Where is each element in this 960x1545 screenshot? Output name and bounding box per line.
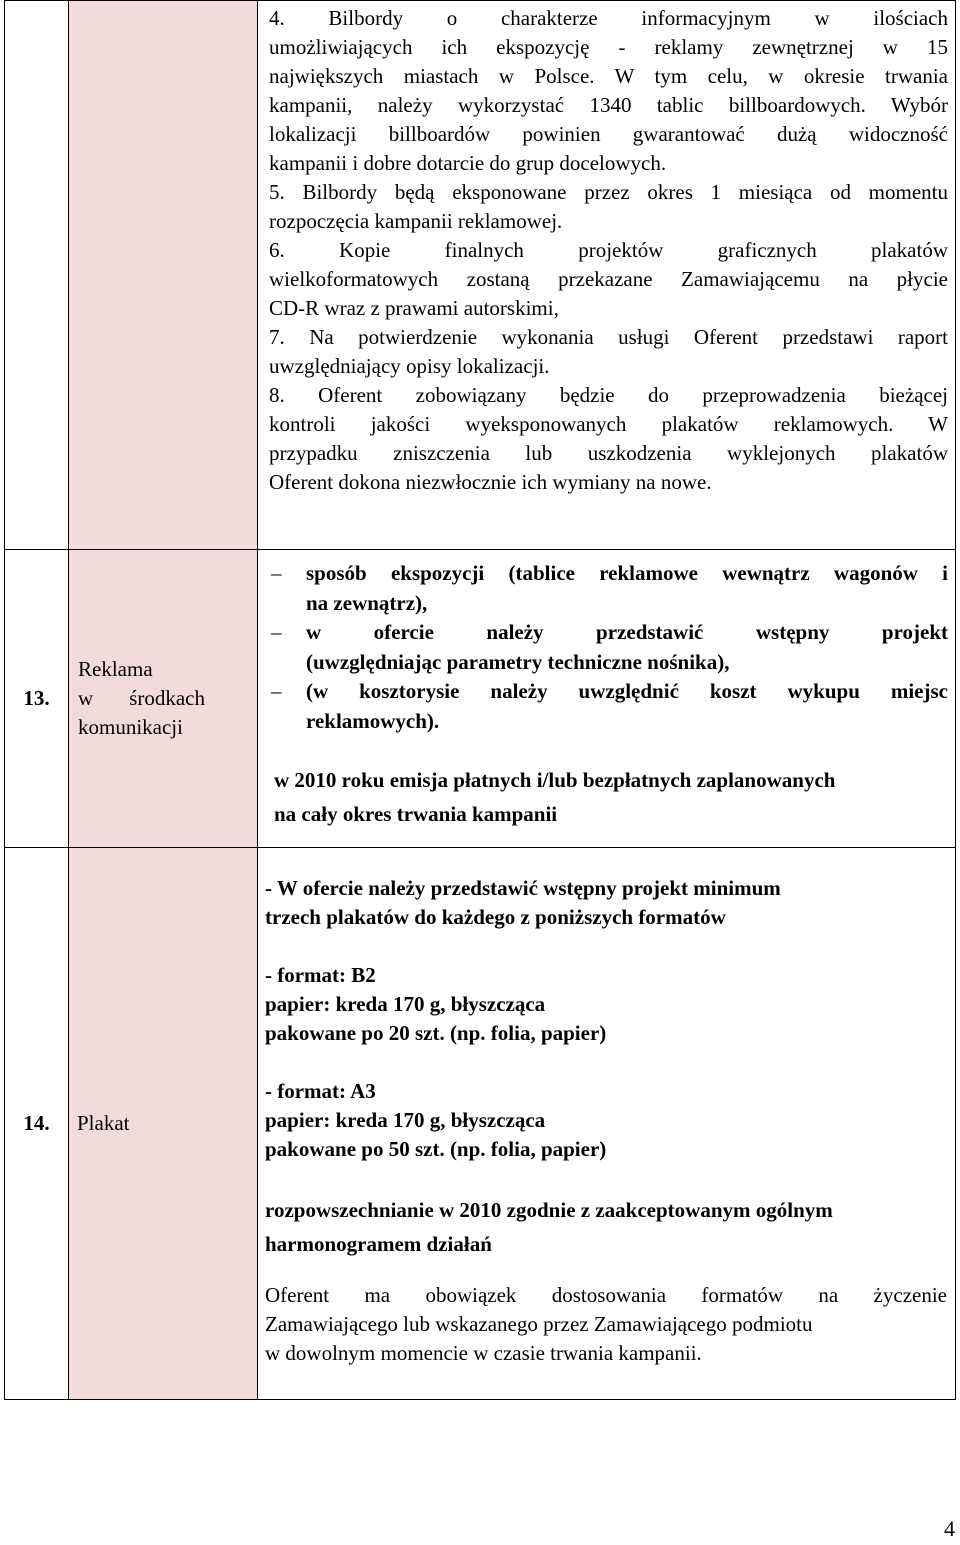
specification-table [4,0,956,1400]
row-name: Plakat [69,848,258,1400]
closing-line: Zamawiającego lub wskazanego przez Zamawiającego podmiotu [265,1312,813,1336]
note-line: na cały okres trwania kampanii [274,802,558,826]
format-line: papier: kreda 170 g, błyszcząca [265,1108,546,1132]
closing-line: w dowolnym momencie w czasie trwania kampanii. [265,1341,702,1365]
list-item [269,677,948,736]
format-line: pakowane po 20 szt. (np. folia, papier) [265,1021,607,1045]
text-line: 4. Bilbordy o charakterze informacyjnym w ilościach [269,6,948,30]
text-line: Oferent dokona niezwłocznie ich wymiany na nowe. [269,470,712,494]
list-item-line: sposób ekspozycji (tablice reklamowe wewnątrz wagonów i [306,561,948,585]
row-description-cell [258,848,956,1400]
distribution-line: harmonogramem działań [265,1232,492,1256]
text-line: kontroli jakości wyeksponowanych plakatów reklamowych. W [269,412,948,436]
text-line: lokalizacji billboardów powinien gwarantować dużą widoczność [269,122,948,146]
text-line: rozpoczęcia kampanii reklamowej. [269,209,563,233]
dash-bullet-icon: – [271,679,282,703]
intro-text [265,874,948,932]
note-line: w 2010 roku emisja płatnych i/lub bezpłatnych zaplanowanych [274,768,836,792]
text-line: wielkoformatowych zostaną przekazane Zamawiającemu na płycie [269,267,948,291]
item-7 [269,323,948,381]
distribution-text [265,1193,948,1261]
text-line: 6. Kopie finalnych projektów graficznych plakatów [269,238,948,262]
row-name-line: w środkach [78,686,205,710]
format-line: papier: kreda 170 g, błyszcząca [265,992,546,1016]
list-item [269,559,948,618]
list-item [269,618,948,677]
dash-bullet-icon: – [271,561,282,585]
format-a3-block [265,1077,948,1164]
text-line: 7. Na potwierdzenie wykonania usługi Oferent przedstawi raport [269,325,948,349]
row-number: 14. [5,848,69,1400]
row-number: 13. [5,550,69,848]
row-name-cell [69,550,258,848]
list-item-line: (w kosztorysie należy uwzględnić koszt wykupu miejsc [306,679,948,703]
emission-note [269,763,948,831]
item-6 [269,236,948,323]
distribution-line: rozpowszechnianie w 2010 zgodnie z zaakceptowanym ogólnym [265,1198,833,1222]
item-4 [269,4,948,178]
page-number: 4 [944,1516,955,1541]
closing-line: Oferent ma obowiązek dostosowania formatów na życzenie [265,1283,947,1307]
item-8 [269,381,948,497]
row-name-line: komunikacji [78,715,183,739]
table-row-14 [5,848,956,1400]
intro-line: trzech plakatów do każdego z poniższych formatów [265,905,726,929]
table-row-billboards [5,1,956,550]
text-line: przypadku zniszczenia lub uszkodzenia wyklejonych plakatów [269,441,948,465]
text-line: umożliwiających ich ekspozycję - reklamy zewnętrznej w 15 [269,35,948,59]
text-line: CD-R wraz z prawami autorskimi, [269,296,559,320]
list-item-line: w ofercie należy przedstawić wstępny projekt [306,620,948,644]
row-description-cell [258,1,956,550]
list-item-line: (uwzględniając parametry techniczne nośnika), [306,649,730,674]
requirements-list [269,559,948,736]
list-item-line: reklamowych). [306,708,440,733]
text-line: kampanii i dobre dotarcie do grup docelowych. [269,151,667,175]
format-line: pakowane po 50 szt. (np. folia, papier) [265,1137,607,1161]
text-line: kampanii, należy wykorzystać 1340 tablic billboardowych. Wybór [269,93,948,117]
row-description-cell [258,550,956,848]
text-line: 8. Oferent zobowiązany będzie do przeprowadzenia bieżącej [269,383,948,407]
format-line: - format: B2 [265,963,376,987]
item-5 [269,178,948,236]
text-line: największych miastach w Polsce. W tym celu, w okresie trwania [269,64,948,88]
dash-bullet-icon: – [271,620,282,644]
text-line: 5. Bilbordy będą eksponowane przez okres 1 miesiąca od momentu [269,180,948,204]
list-item-line: na zewnątrz), [306,590,428,615]
closing-text [265,1281,947,1368]
format-line: - format: A3 [265,1079,376,1103]
row-number-cell [5,1,69,550]
row-name-cell [69,1,258,550]
text-line: uwzględniający opisy lokalizacji. [269,354,550,378]
row-name-line: Reklama [78,657,153,681]
format-b2-block [265,961,948,1048]
intro-line: - W ofercie należy przedstawić wstępny projekt minimum [265,876,781,900]
table-row-13 [5,550,956,848]
